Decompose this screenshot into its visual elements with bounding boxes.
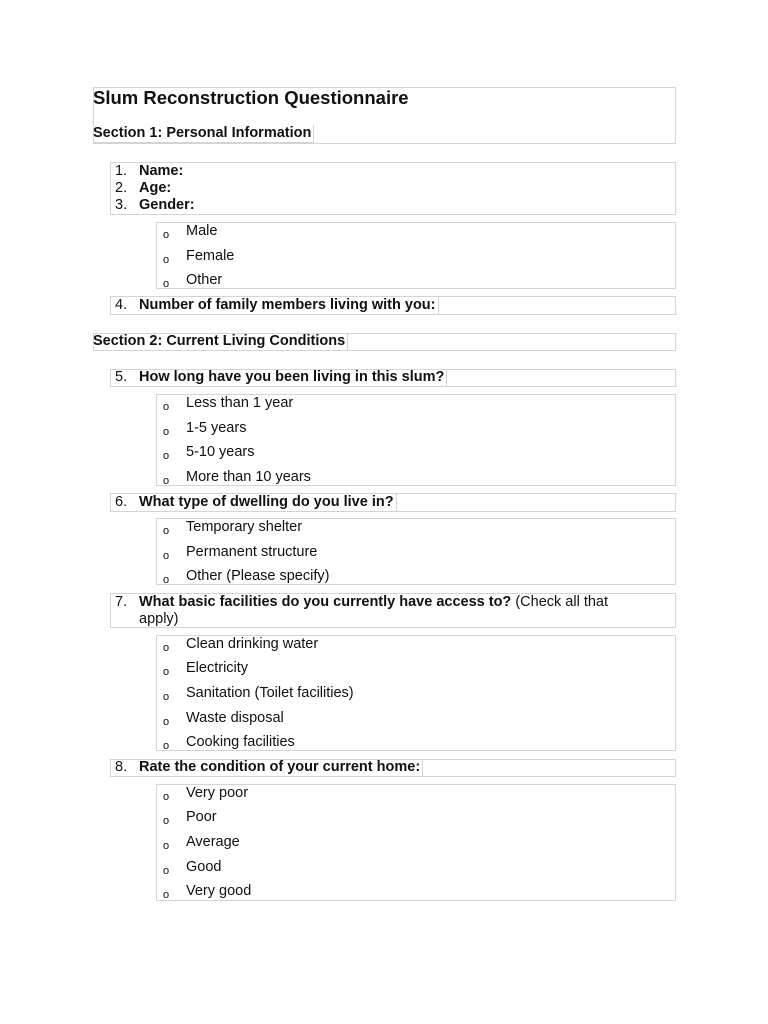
circle-bullet-icon: o bbox=[163, 278, 170, 290]
option-label: Clean drinking water bbox=[186, 636, 319, 652]
question-8-label: Rate the condition of your current home: bbox=[139, 759, 423, 776]
circle-bullet-icon: o bbox=[163, 401, 170, 413]
question-5-options bbox=[156, 394, 676, 486]
circle-bullet-icon: o bbox=[163, 254, 170, 266]
circle-bullet-icon: o bbox=[163, 716, 170, 728]
circle-bullet-icon: o bbox=[163, 791, 170, 803]
circle-bullet-icon: o bbox=[163, 550, 170, 562]
circle-bullet-icon: o bbox=[163, 740, 170, 752]
question-7-note: (Check all that bbox=[515, 594, 609, 610]
question-7-note-cont: apply) bbox=[139, 611, 179, 627]
circle-bullet-icon: o bbox=[163, 229, 170, 241]
item-number: 5. bbox=[115, 369, 128, 385]
option-label: Other bbox=[186, 272, 223, 288]
option-label: Poor bbox=[186, 809, 217, 825]
option-label: Very poor bbox=[186, 785, 249, 801]
option-label: Cooking facilities bbox=[186, 734, 295, 750]
option-label: Good bbox=[186, 859, 222, 875]
option-label: Permanent structure bbox=[186, 544, 318, 560]
option-label: Temporary shelter bbox=[186, 519, 303, 535]
circle-bullet-icon: o bbox=[163, 666, 170, 678]
question-8-options bbox=[156, 784, 676, 901]
option-label: Other (Please specify) bbox=[186, 568, 330, 584]
option-label: Waste disposal bbox=[186, 710, 284, 726]
option-label: Average bbox=[186, 834, 240, 850]
gender-options-list bbox=[156, 222, 676, 289]
option-label: Electricity bbox=[186, 660, 249, 676]
item-number: 3. bbox=[115, 197, 128, 213]
option-label: Less than 1 year bbox=[186, 395, 294, 411]
circle-bullet-icon: o bbox=[163, 889, 170, 901]
circle-bullet-icon: o bbox=[163, 475, 170, 487]
circle-bullet-icon: o bbox=[163, 574, 170, 586]
question-7-text bbox=[139, 594, 608, 611]
item-number: 4. bbox=[115, 297, 128, 313]
section-1-heading: Section 1: Personal Information bbox=[93, 125, 314, 143]
circle-bullet-icon: o bbox=[163, 865, 170, 877]
circle-bullet-icon: o bbox=[163, 691, 170, 703]
question-4-label: Number of family members living with you: bbox=[139, 297, 439, 314]
option-label: Sanitation (Toilet facilities) bbox=[186, 685, 354, 701]
section-2-heading: Section 2: Current Living Conditions bbox=[93, 333, 348, 351]
item-number: 7. bbox=[115, 594, 128, 610]
circle-bullet-icon: o bbox=[163, 815, 170, 827]
option-label: More than 10 years bbox=[186, 469, 311, 485]
circle-bullet-icon: o bbox=[163, 525, 170, 537]
item-number: 2. bbox=[115, 180, 128, 196]
item-number: 8. bbox=[115, 759, 128, 775]
question-7-label: What basic facilities do you currently have access to? bbox=[139, 594, 512, 610]
option-label: 1-5 years bbox=[186, 420, 247, 436]
circle-bullet-icon: o bbox=[163, 840, 170, 852]
personal-fields-box bbox=[110, 162, 676, 215]
option-label: Female bbox=[186, 248, 235, 264]
option-label: Male bbox=[186, 223, 218, 239]
item-number: 6. bbox=[115, 494, 128, 510]
circle-bullet-icon: o bbox=[163, 426, 170, 438]
question-7-options bbox=[156, 635, 676, 751]
question-6-label: What type of dwelling do you live in? bbox=[139, 494, 397, 511]
option-label: Very good bbox=[186, 883, 252, 899]
field-label-gender: Gender: bbox=[139, 197, 195, 213]
option-label: 5-10 years bbox=[186, 444, 255, 460]
question-6-options bbox=[156, 518, 676, 585]
page-title: Slum Reconstruction Questionnaire bbox=[93, 87, 409, 108]
item-number: 1. bbox=[115, 163, 128, 179]
field-label-name: Name: bbox=[139, 163, 184, 179]
circle-bullet-icon: o bbox=[163, 450, 170, 462]
question-5-label: How long have you been living in this slum? bbox=[139, 369, 447, 386]
circle-bullet-icon: o bbox=[163, 642, 170, 654]
field-label-age: Age: bbox=[139, 180, 172, 196]
